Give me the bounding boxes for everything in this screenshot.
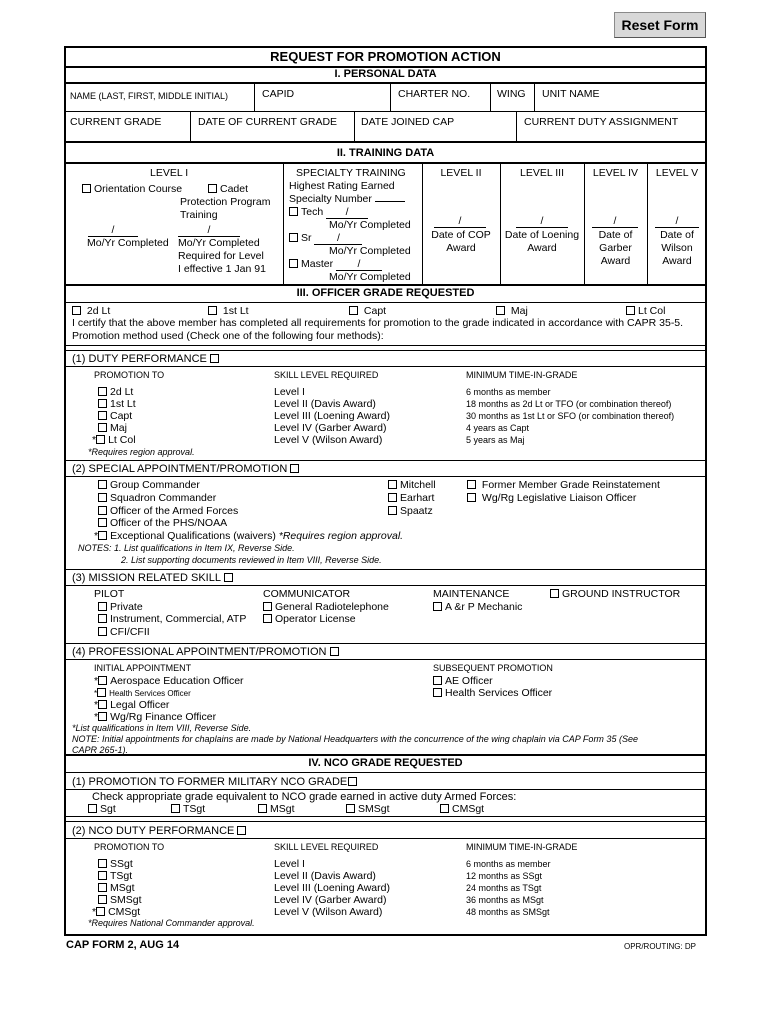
orientation-moyr-label: Mo/Yr Completed — [87, 237, 169, 249]
duty-region-note: *Requires region approval. — [88, 447, 195, 457]
nco-time-5: 48 months as SMSgt — [466, 907, 550, 917]
duty-skill-1: Level I — [274, 386, 305, 398]
orientation-course-checkbox[interactable]: Orientation Course — [82, 183, 182, 195]
spaatz-checkbox[interactable]: Spaatz — [388, 505, 433, 517]
duty-performance-checkbox[interactable]: (1) DUTY PERFORMANCE — [72, 353, 222, 366]
master-checkbox[interactable]: Master / — [289, 258, 382, 271]
special-appointment-checkbox[interactable]: (2) SPECIAL APPOINTMENT/PROMOTION — [72, 463, 302, 476]
nco-skill-2: Level II (Davis Award) — [274, 870, 376, 882]
level-3-date-field[interactable]: / — [516, 215, 568, 228]
level-4-date-label: Date of — [598, 229, 633, 241]
current-duty-field[interactable]: CURRENT DUTY ASSIGNMENT — [524, 116, 679, 128]
section-personal-data-title: I. PERSONAL DATA — [334, 68, 437, 80]
operator-license-checkbox[interactable]: Operator License — [263, 613, 356, 625]
former-nco-grade-checkbox[interactable]: (1) PROMOTION TO FORMER MILITARY NCO GRADE — [72, 776, 360, 789]
nco-duty-cmsgt-checkbox[interactable]: * CMSgt — [92, 906, 141, 918]
level-5-award-label: Award — [662, 255, 692, 267]
nco-time-2: 12 months as SSgt — [466, 871, 543, 881]
earhart-checkbox[interactable]: Earhart — [388, 492, 434, 504]
special-notes-1: NOTES: 1. List qualifications in Item IX, Reverse Side. — [78, 543, 295, 553]
duty-time-header: MINIMUM TIME-IN-GRADE — [466, 370, 578, 380]
nco-skill-5: Level V (Wilson Award) — [274, 906, 383, 918]
level-2-header: LEVEL II — [440, 167, 482, 179]
special-notes-2: 2. List supporting documents reviewed in Item VIII, Reverse Side. — [121, 555, 382, 565]
duty-time-2: 18 months as 2d Lt or TFO (or combination thereof) — [466, 399, 672, 409]
section-nco-grade-title: IV. NCO GRADE REQUESTED — [308, 757, 463, 769]
pilot-header: PILOT — [94, 588, 125, 600]
tech-moyr-label: Mo/Yr Completed — [329, 219, 411, 231]
ae-officer-checkbox[interactable]: AE Officer — [433, 675, 493, 687]
level-3-header: LEVEL III — [520, 167, 564, 179]
nco-check-instruction: Check appropriate grade equivalent to NCO grade earned in active duty Armed Forces: — [92, 791, 517, 803]
duty-ltcol-checkbox[interactable]: * Lt Col — [92, 434, 136, 446]
nco-skill-4: Level IV (Garber Award) — [274, 894, 387, 906]
nco-duty-performance-checkbox[interactable]: (2) NCO DUTY PERFORMANCE — [72, 825, 249, 838]
duty-time-4: 4 years as Capt — [466, 423, 530, 433]
officer-grade-1stlt-checkbox[interactable]: 1st Lt — [208, 305, 249, 317]
duty-promo-header: PROMOTION TO — [94, 370, 165, 380]
form-id: CAP FORM 2, AUG 14 — [66, 939, 180, 951]
level-4-header: LEVEL IV — [592, 167, 639, 179]
squadron-commander-checkbox[interactable]: Squadron Commander — [98, 492, 216, 504]
specialty-training-header: SPECIALTY TRAINING — [296, 167, 406, 179]
nco-tsgt-checkbox[interactable]: TSgt — [171, 803, 205, 815]
current-grade-field[interactable]: CURRENT GRADE — [70, 116, 162, 128]
health-services-2-checkbox[interactable]: Health Services Officer — [433, 687, 552, 699]
nco-msgt-checkbox[interactable]: MSgt — [258, 803, 295, 815]
legal-officer-checkbox[interactable]: * Legal Officer — [94, 699, 170, 711]
armed-forces-checkbox[interactable]: Officer of the Armed Forces — [98, 505, 238, 517]
professional-note-2: NOTE: Initial appointments for chaplains are made by National Headquarters with the concurrence of the wing chaplain via CAP Form 35 (See — [72, 734, 638, 744]
mission-skill-checkbox[interactable]: (3) MISSION RELATED SKILL — [72, 572, 236, 585]
ap-mechanic-checkbox[interactable]: A &r P Mechanic — [433, 601, 522, 613]
nco-promo-header: PROMOTION TO — [94, 842, 165, 852]
level-2-date-label: Date of COP — [431, 229, 491, 241]
effective-label: I effective 1 Jan 91 — [178, 263, 266, 275]
nco-time-1: 6 months as member — [466, 859, 551, 869]
nco-commander-note: *Requires National Commander approval. — [88, 918, 255, 928]
instrument-checkbox[interactable]: Instrument, Commercial, ATP — [98, 613, 246, 625]
nco-time-3: 24 months as TSgt — [466, 883, 542, 893]
duty-capt-checkbox[interactable]: Capt — [98, 410, 132, 422]
officer-grade-maj-checkbox[interactable]: Maj — [496, 305, 528, 317]
duty-skill-4: Level IV (Garber Award) — [274, 422, 387, 434]
section-training-title: II. TRAINING DATA — [336, 147, 435, 159]
cadet-training-label: Training — [180, 209, 218, 221]
section-officer-grade-title: III. OFFICER GRADE REQUESTED — [296, 287, 475, 299]
nco-duty-smsgt-checkbox[interactable]: SMSgt — [98, 894, 142, 906]
master-moyr-label: Mo/Yr Completed — [329, 271, 411, 283]
nco-duty-tsgt-checkbox[interactable]: TSgt — [98, 870, 132, 882]
health-services-checkbox[interactable]: * Health Services Officer — [94, 689, 191, 698]
private-checkbox[interactable]: Private — [98, 601, 143, 613]
nco-smsgt-checkbox[interactable]: SMSgt — [346, 803, 390, 815]
nco-duty-msgt-checkbox[interactable]: MSgt — [98, 882, 135, 894]
orientation-date-field[interactable]: / — [88, 224, 138, 237]
nco-skill-header: SKILL LEVEL REQUIRED — [274, 842, 379, 852]
level-5-date-field[interactable]: / — [655, 215, 699, 228]
subsequent-promotion-header: SUBSEQUENT PROMOTION — [433, 663, 553, 673]
duty-maj-checkbox[interactable]: Maj — [98, 422, 127, 434]
capid-field[interactable]: CAPID — [262, 88, 295, 100]
nco-time-header: MINIMUM TIME-IN-GRADE — [466, 842, 578, 852]
form-title: REQUEST FOR PROMOTION ACTION — [270, 49, 501, 64]
date-joined-field[interactable]: DATE JOINED CAP — [361, 116, 455, 128]
maintenance-header: MAINTENANCE — [433, 588, 510, 600]
level-3-date-label: Date of Loening — [504, 229, 580, 241]
level-5-header: LEVEL V — [655, 167, 699, 179]
duty-1stlt-checkbox[interactable]: 1st Lt — [98, 398, 136, 410]
officer-grade-2dlt-checkbox[interactable]: 2d Lt — [72, 305, 110, 317]
duty-time-3: 30 months as 1st Lt or SFO (or combination thereof) — [466, 411, 675, 421]
initial-appointment-header: INITIAL APPOINTMENT — [94, 663, 192, 673]
duty-skill-3: Level III (Loening Award) — [274, 410, 390, 422]
level-1-header: LEVEL I — [150, 167, 189, 179]
finance-officer-checkbox[interactable]: * Wg/Rg Finance Officer — [94, 711, 217, 723]
professional-note-3: CAPR 265-1). — [72, 745, 129, 755]
ground-instructor-checkbox[interactable]: GROUND INSTRUCTOR — [550, 588, 680, 600]
officer-grade-ltcol-checkbox[interactable]: Lt Col — [626, 305, 665, 317]
duty-skill-2: Level II (Davis Award) — [274, 398, 376, 410]
level-4-date-field[interactable]: / — [592, 215, 638, 228]
level-5-name-label: Wilson — [661, 242, 693, 254]
communicator-header: COMMUNICATOR — [263, 588, 351, 600]
professional-note-1: *List qualifications in Item VIII, Reverse Side. — [72, 723, 252, 733]
former-member-checkbox[interactable]: Former Member Grade Reinstatement — [467, 479, 660, 491]
name-field[interactable]: NAME (LAST, FIRST, MIDDLE INITIAL) — [70, 91, 229, 101]
duty-skill-header: SKILL LEVEL REQUIRED — [274, 370, 379, 380]
cadet-moyr-label: Mo/Yr Completed — [178, 237, 260, 249]
specialty-number-field[interactable]: Specialty Number — [289, 193, 405, 205]
tech-checkbox[interactable]: Tech / — [289, 206, 368, 219]
highest-rating-label: Highest Rating Earned — [289, 180, 395, 192]
sr-checkbox[interactable]: Sr / — [289, 232, 362, 245]
level-2-date-field[interactable]: / — [434, 215, 486, 228]
duty-skill-5: Level V (Wilson Award) — [274, 434, 383, 446]
nco-duty-ssgt-checkbox[interactable]: SSgt — [98, 858, 133, 870]
reset-form-button[interactable]: Reset Form — [614, 12, 706, 38]
cadet-protection-checkbox[interactable]: Cadet — [208, 183, 248, 195]
level-4-award-label: Award — [600, 255, 631, 267]
legislative-liaison-checkbox[interactable]: Wg/Rg Legislative Liaison Officer — [467, 492, 636, 504]
group-commander-checkbox[interactable]: Group Commander — [98, 479, 200, 491]
level-4-name-label: Garber — [599, 242, 632, 254]
routing-code: OPR/ROUTING: DP — [624, 942, 697, 951]
certify-statement: I certify that the above member has completed all requirements for promotion to the grade indicated in accordance with CAPR 35-5. — [72, 317, 684, 329]
phs-noaa-checkbox[interactable]: Officer of the PHS/NOAA — [98, 517, 227, 529]
cadet-date-field[interactable]: / — [178, 224, 240, 237]
level-3-award-label: Award — [527, 242, 557, 254]
radiotelephone-checkbox[interactable]: General Radiotelephone — [263, 601, 389, 613]
cadet-protection-label: Protection Program — [180, 196, 271, 208]
officer-grade-capt-checkbox[interactable]: Capt — [349, 305, 386, 317]
duty-time-5: 5 years as Maj — [466, 435, 525, 445]
sr-moyr-label: Mo/Yr Completed — [329, 245, 411, 257]
nco-sgt-checkbox[interactable]: Sgt — [88, 803, 116, 815]
nco-time-4: 36 months as MSgt — [466, 895, 544, 905]
professional-appointment-checkbox[interactable]: (4) PROFESSIONAL APPOINTMENT/PROMOTION — [72, 646, 342, 659]
cfi-checkbox[interactable]: CFI/CFII — [98, 626, 150, 638]
nco-skill-1: Level I — [274, 858, 305, 870]
level-5-date-label: Date of — [660, 229, 694, 241]
aerospace-education-checkbox[interactable]: * Aerospace Education Officer — [94, 675, 244, 687]
exceptional-qualifications-checkbox[interactable]: * Exceptional Qualifications (waivers) *Requires region approval. — [94, 530, 404, 542]
nco-cmsgt-checkbox[interactable]: CMSgt — [440, 803, 484, 815]
promotion-method-label: Promotion method used (Check one of the following four methods): — [72, 330, 384, 342]
nco-skill-3: Level III (Loening Award) — [274, 882, 390, 894]
required-label: Required for Level — [178, 250, 264, 262]
date-current-grade-field[interactable]: DATE OF CURRENT GRADE — [198, 116, 338, 128]
charter-field[interactable]: CHARTER NO. — [398, 88, 471, 100]
level-2-award-label: Award — [446, 242, 476, 254]
unit-name-field[interactable]: UNIT NAME — [542, 88, 600, 100]
duty-time-1: 6 months as member — [466, 387, 551, 397]
duty-2dlt-checkbox[interactable]: 2d Lt — [98, 386, 133, 398]
wing-field[interactable]: WING — [497, 88, 526, 100]
mitchell-checkbox[interactable]: Mitchell — [388, 479, 436, 491]
